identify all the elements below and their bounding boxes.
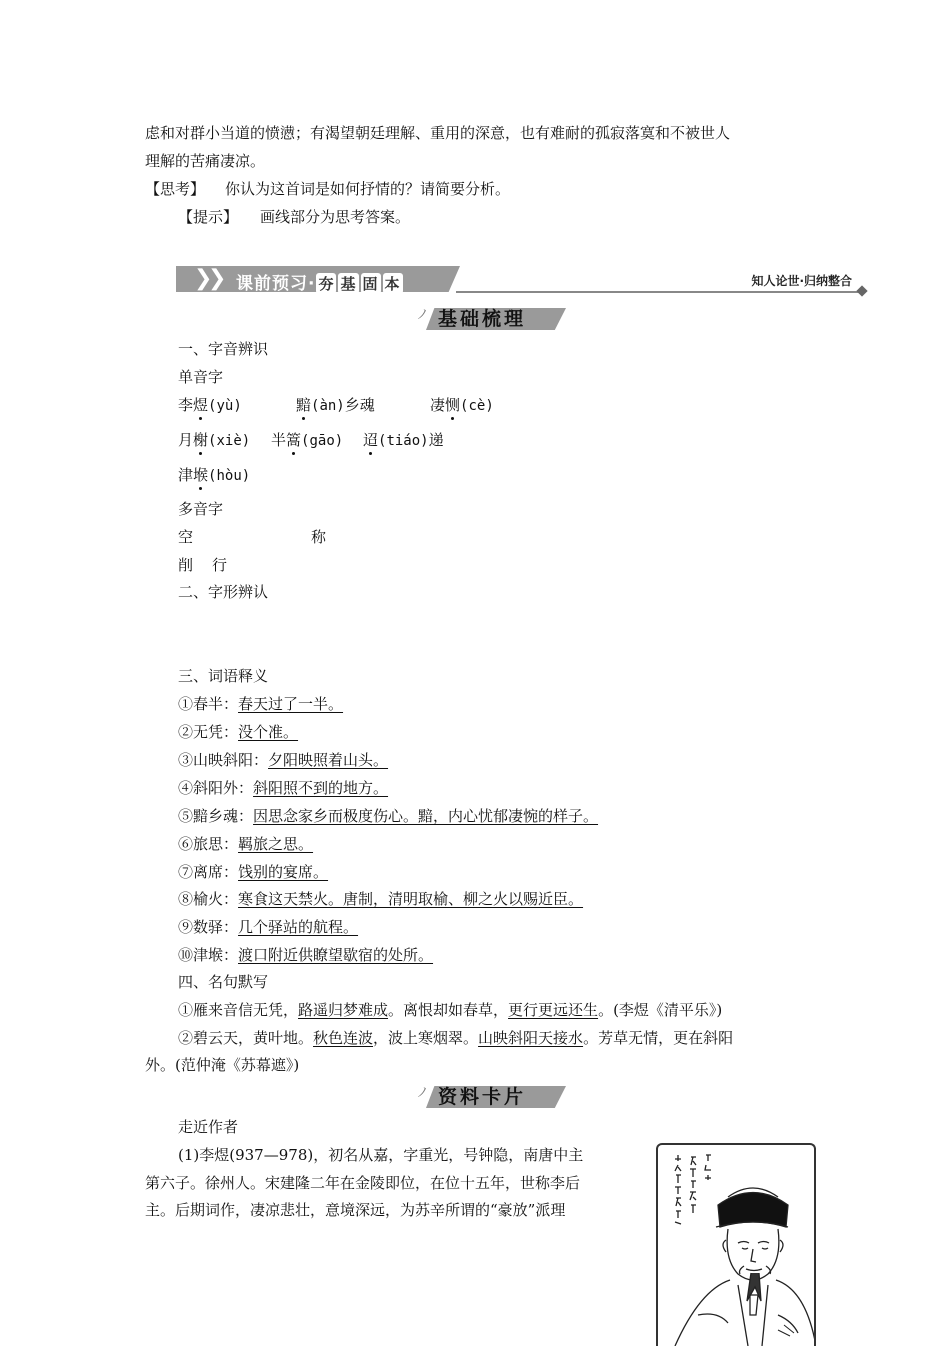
diamond-icon bbox=[856, 285, 867, 296]
word-item: ⑤黯乡魂：因思念家乡而极度伤心。黯，内心忧郁凄惋的样子。 bbox=[178, 807, 599, 825]
author-heading: 走近作者 bbox=[178, 1118, 239, 1136]
pron-item: 凄恻(cè) bbox=[430, 396, 494, 414]
section-title: 资料卡片 bbox=[438, 1086, 527, 1108]
multi-char: 削 bbox=[178, 556, 194, 574]
pron-heading: 一、字音辨识 bbox=[178, 340, 269, 358]
pron-item: 李煜(yù) bbox=[178, 396, 242, 414]
multi-label: 多音字 bbox=[178, 500, 224, 518]
quote-1: ①雁来音信无凭，路遥归梦难成。离恨却如春草，更行更远还生。(李煜《清平乐》) bbox=[178, 1001, 723, 1019]
quote-2: ②碧云天，黄叶地。秋色连波，波上寒烟翠。山映斜阳天接水。芳草无情，更在斜阳 bbox=[178, 1029, 734, 1047]
multi-char: 称 bbox=[311, 528, 327, 546]
pron-item: 迢(tiáo)递 bbox=[363, 431, 444, 449]
author-line-2: 第六子。徐州人。宋建隆二年在金陵即位，在位十五年，世称李后 bbox=[145, 1174, 581, 1192]
banner-rule bbox=[456, 291, 860, 293]
banner-right-label: 知人论世·归纳整合 bbox=[751, 274, 852, 288]
pron-item: 黯(àn)乡魂 bbox=[296, 396, 375, 414]
banner-title-box: 固 bbox=[362, 275, 379, 293]
chevron-right-icon: ❯ bbox=[208, 266, 227, 291]
think-text: 你认为这首词是如何抒情的？请简要分析。 bbox=[225, 180, 511, 198]
word-item: ⑧榆火：寒食这天禁火。唐制，清明取榆、柳之火以赐近臣。 bbox=[178, 890, 584, 908]
author-line-1: (1)李煜(937—978)，初名从嘉，字重光，号钟隐，南唐中主 bbox=[178, 1146, 584, 1164]
pron-item: 半篙(gāo) bbox=[271, 431, 344, 449]
banner-title: 课前预习· 夯 基 固 本 bbox=[236, 274, 401, 294]
portrait-drawing bbox=[658, 1145, 814, 1346]
word-item: ⑦离席：饯别的宴席。 bbox=[178, 863, 329, 881]
pen-icon: ノ bbox=[416, 1086, 430, 1101]
hint-row bbox=[178, 206, 410, 227]
portrait-of-li-yu-icon bbox=[656, 1143, 816, 1346]
shape-heading: 二、字形辨认 bbox=[178, 583, 269, 601]
preview-banner bbox=[176, 266, 866, 296]
word-item: ②无凭：没个准。 bbox=[178, 723, 299, 741]
multi-char: 行 bbox=[212, 556, 228, 574]
hint-text: 画线部分为思考答案。 bbox=[260, 208, 411, 226]
quotes-heading: 四、名句默写 bbox=[178, 973, 269, 991]
word-item: ⑨数驿：几个驿站的航程。 bbox=[178, 918, 359, 936]
section-title: 基础梳理 bbox=[438, 308, 527, 330]
banner-title-box: 基 bbox=[340, 275, 357, 293]
pen-icon: ノ bbox=[416, 308, 430, 323]
pron-item: 津堠(hòu) bbox=[178, 466, 251, 484]
word-item: ③山映斜阳：夕阳映照着山头。 bbox=[178, 751, 389, 769]
word-item: ⑩津堠：渡口附近供瞭望歇宿的处所。 bbox=[178, 946, 434, 964]
pron-item: 月榭(xiè) bbox=[178, 431, 251, 449]
multi-char: 空 bbox=[178, 528, 194, 546]
word-item: ⑥旅思：羁旅之思。 bbox=[178, 835, 314, 853]
word-item: ①春半：春天过了一半。 bbox=[178, 695, 344, 713]
section-header-basics bbox=[416, 302, 564, 332]
author-line-3: 主。后期词作，凄凉悲壮，意境深远，为苏辛所谓的“豪放”派理 bbox=[145, 1201, 566, 1219]
banner-title-box: 夯 bbox=[318, 275, 335, 293]
intro-line-1: 虑和对群小当道的愤懑；有渴望朝廷理解、重用的深意，也有难耐的孤寂落寞和不被世人 bbox=[145, 124, 731, 142]
think-row bbox=[145, 178, 510, 199]
single-label: 单音字 bbox=[178, 368, 224, 386]
hint-label: 【提示】 bbox=[178, 208, 239, 226]
word-item: ④斜阳外：斜阳照不到的地方。 bbox=[178, 779, 389, 797]
intro-line-2: 理解的苦痛凄凉。 bbox=[145, 152, 266, 170]
section-header-cards bbox=[416, 1080, 564, 1110]
chevron-right-icon: ❯ bbox=[194, 266, 213, 291]
banner-title-box: 本 bbox=[384, 275, 401, 293]
think-label: 【思考】 bbox=[145, 180, 206, 198]
quote-2-cont: 外。(范仲淹《苏幕遮》) bbox=[145, 1056, 300, 1074]
words-heading: 三、词语释义 bbox=[178, 667, 269, 685]
